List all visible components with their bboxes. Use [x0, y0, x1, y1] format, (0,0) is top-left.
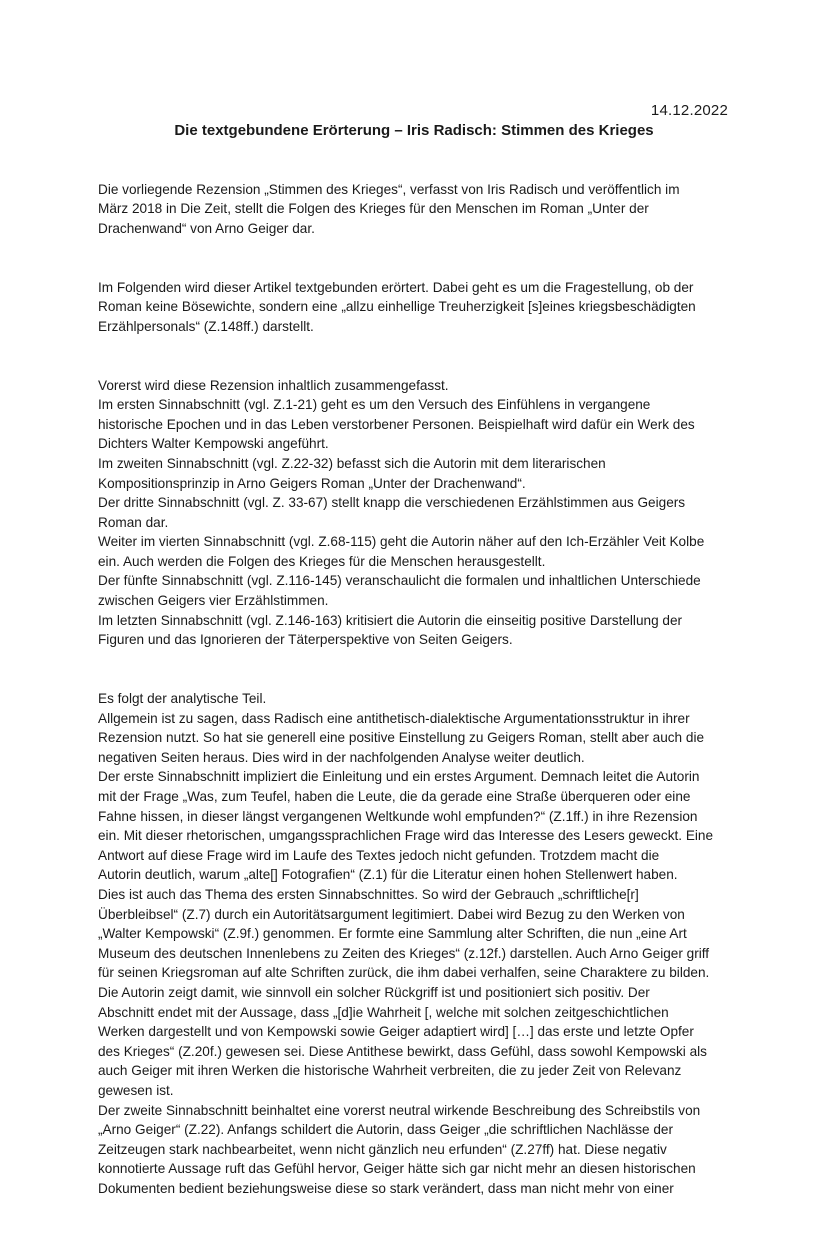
paragraph-introduction: Die vorliegende Rezension „Stimmen des Krieges“, verfasst von Iris Radisch und veröffentlich im März 2018 in Die Zeit, stellt die Folgen des Krieges für den Menschen im Roman „Unter der Drachenwand“ von Arno Geiger dar. [98, 181, 680, 236]
document-title: Die textgebundene Erörterung – Iris Radisch: Stimmen des Krieges [174, 122, 654, 139]
paragraph-question: Im Folgenden wird dieser Artikel textgebunden erörtert. Dabei geht es um die Fragestellung, ob der Roman keine Bösewichte, sondern eine „allzu einhellige Treuherzigkeit [s]eines kriegsbeschädigten Erzählpersonals“ (Z.148ff.) darstellt. [98, 279, 696, 334]
paragraph-analysis: Es folgt der analytische Teil. Allgemein ist zu sagen, dass Radisch eine antithetisch-dialektische Argumentationsstruktur in ihrer Rezension nutzt. So hat sie generell eine positive Einstellung zu Geigers Roman, stellt aber auch die negativen Seiten heraus. Dies wird in der nachfolgenden Analyse weiter deutlich. Der erste Sinnabschnitt impliziert die Einleitung und ein erstes Argument. Demnach leitet die Autorin mit der Frage „Was, zum Teufel, haben die Leute, die da gerade eine Straße überqueren oder eine Fahne hissen, in dieser längst vergangenen Weltkunde wohl empfunden?“ (Z.1ff.) in ihre Rezension ein. Mit dieser rhetorischen, umgangssprachlichen Frage wird das Interesse des Lesers geweckt. Eine Antwort auf diese Frage wird im Laufe des Textes jedoch nicht gefunden. Trotzdem macht die Autorin deutlich, warum „alte[] Fotografien“ (Z.1) für die Literatur einen hohen Stellenwert haben. Dies ist auch das Thema des ersten Sinnabschnittes. So wird der Gebrauch „schriftliche[r] Überbleibsel“ (Z.7) durch ein Autoritätsargument legitimiert. Dabei wird Bezug zu den Werken von „Walter Kempowski“ (Z.9f.) genommen. Er formte eine Sammlung alter Schriften, die nun „eine Art Museum des deutschen Innenlebens zu Zeiten des Krieges“ (z.12f.) darstellen. Auch Arno Geiger griff für seinen Kriegsroman auf alte Schriften zurück, die ihm dabei verhalfen, seine Charaktere zu bilden. Die Autorin zeigt damit, wie sinnvoll ein solcher Rückgriff ist und positioniert sich positiv. Der Abschnitt endet mit der Aussage, dass „[d]ie Wahrheit [, welche mit solchen zeitgeschichtlichen Werken dargestellt und von Kempowski sowie Geiger adaptiert wird] […] das erste und letzte Opfer des Krieges“ (Z.20f.) gewesen sei. Diese Antithese bewirkt, dass Gefühl, dass sowohl Kempowski als auch Geiger mit ihren Werken die historische Wahrheit verbreiten, die zu jeder Zeit von Relevanz gewesen ist. Der zweite Sinnabschnitt beinhaltet eine vorerst neutral wirkende Beschreibung des Schreibstils von „Arno Geiger“ (Z.22). Anfangs schildert die Autorin, dass Geiger „die schriftlichen Nachlässe der Zeitzeugen stark nachbearbeitet, wenn nicht gänzlich neu erfunden“ (Z.27ff) hat. Diese negativ konnotierte Aussage ruft das Gefühl hervor, Geiger hätte sich gar nicht mehr an diesen historischen Dokumenten bedient beziehungsweise diese so stark verändert, dass man nicht mehr von einer [98, 691, 714, 1196]
document-date: 14.12.2022 [650, 102, 728, 119]
document-body [98, 160, 738, 1238]
paragraph-summary: Vorerst wird diese Rezension inhaltlich zusammengefasst. Im ersten Sinnabschnitt (vgl. Z.1-21) geht es um den Versuch des Einfühlens in vergangene historische Epochen und in das Leben verstorbener Personen. Beispielhaft wird dafür ein Werk des Dichters Walter Kempowski angeführt. Im zweiten Sinnabschnitt (vgl. Z.22-32) befasst sich die Autorin mit dem literarischen Kompositionsprinzip in Arno Geigers Roman „Unter der Drachenwand“. Der dritte Sinnabschnitt (vgl. Z. 33-67) stellt knapp die verschiedenen Erzählstimmen aus Geigers Roman dar. Weiter im vierten Sinnabschnitt (vgl. Z.68-115) geht die Autorin näher auf den Ich-Erzähler Veit Kolbe ein. Auch werden die Folgen des Krieges für die Menschen herausgestellt. Der fünfte Sinnabschnitt (vgl. Z.116-145) veranschaulicht die formalen und inhaltlichen Unterschiede zwischen Geigers vier Erzählstimmen. Im letzten Sinnabschnitt (vgl. Z.146-163) kritisiert die Autorin die einseitig positive Darstellung der Figuren und das Ignorieren der Täterperspektive von Seiten Geigers. [98, 377, 705, 648]
